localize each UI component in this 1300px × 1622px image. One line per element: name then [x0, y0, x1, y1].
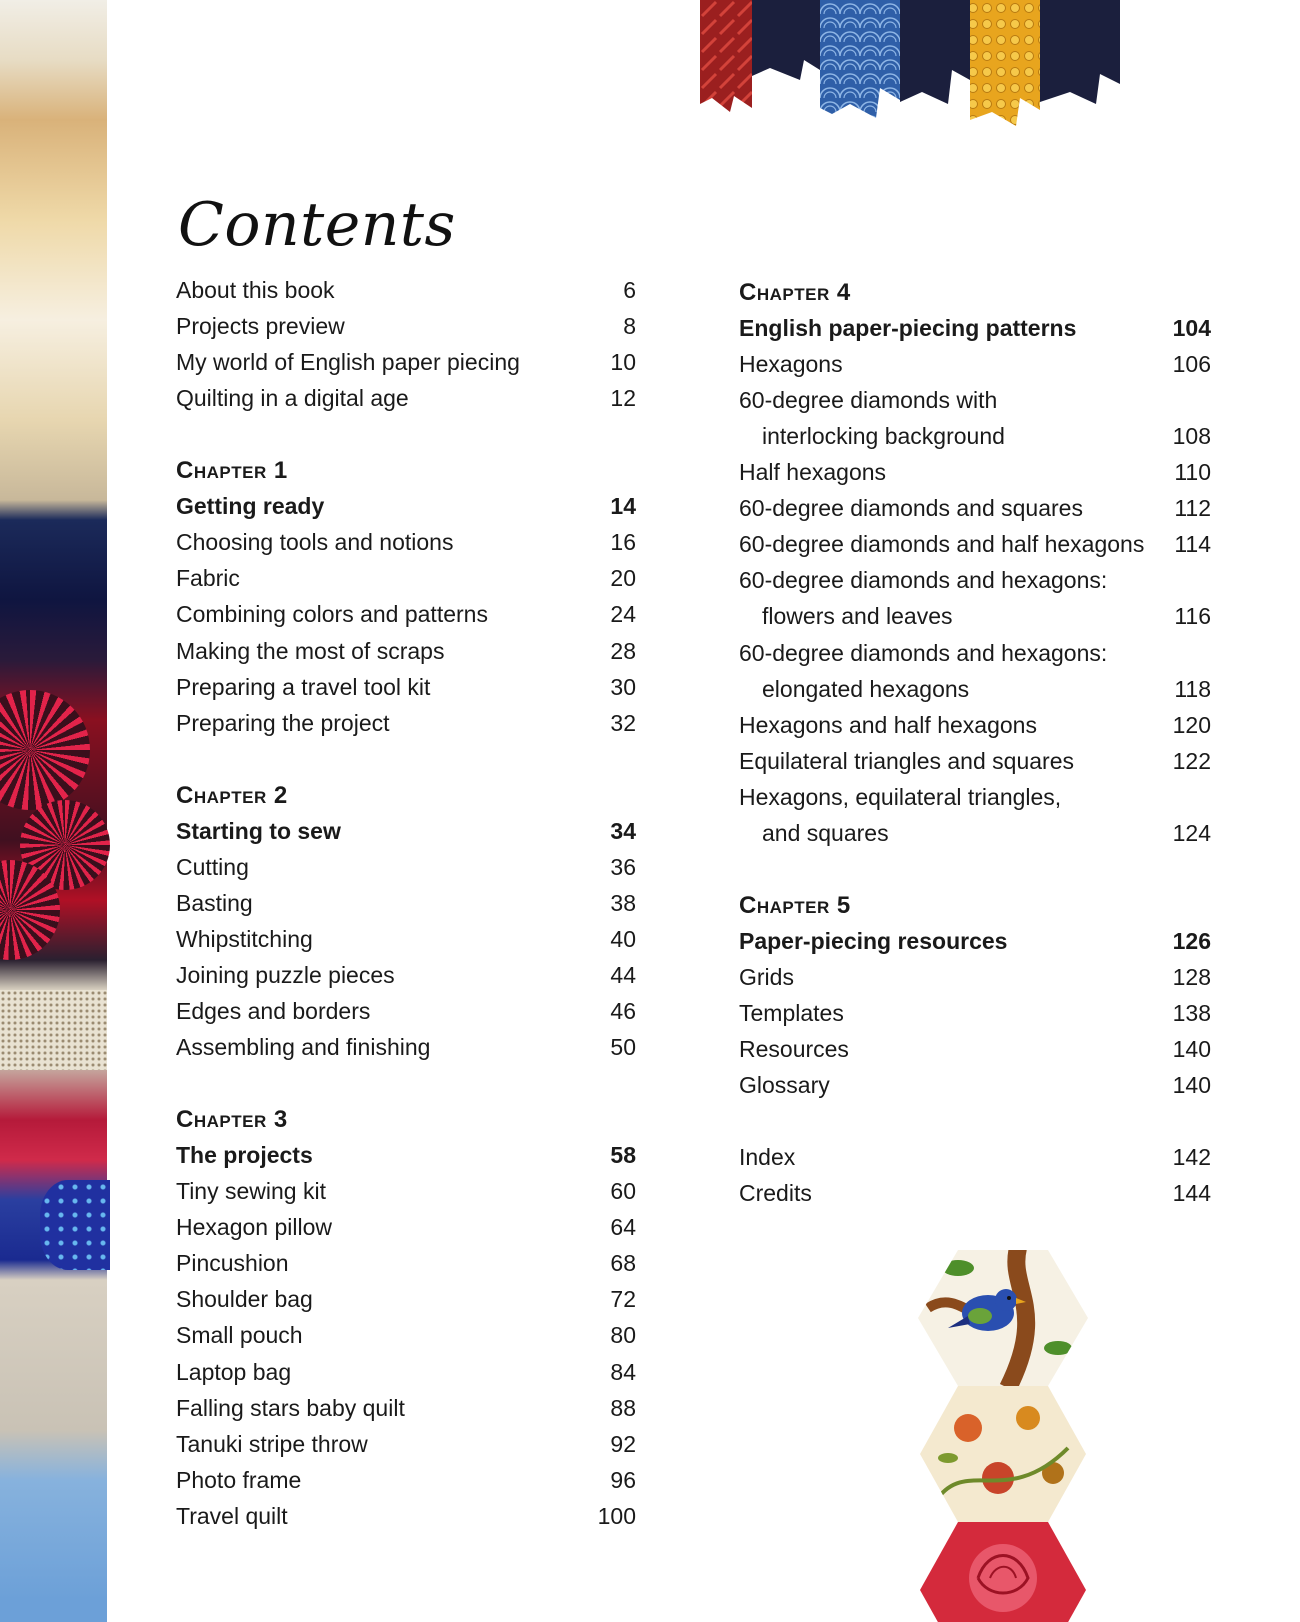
page-number: 58: [610, 1142, 636, 1169]
entry-title: Whipstitching: [176, 925, 313, 952]
page-number: 36: [610, 853, 636, 880]
contents-right-column: [739, 274, 1211, 1254]
chapter-number: Chapter 3: [176, 1106, 288, 1134]
entry-title: Half hexagons: [739, 459, 887, 486]
toc-entry: [176, 308, 636, 345]
floral-print-hexagon: [918, 1384, 1088, 1524]
chapter-heading: [739, 923, 1211, 960]
toc-entry: [739, 526, 1211, 563]
toc-entry: [739, 1175, 1211, 1212]
entry-title: flowers and leaves: [762, 603, 953, 630]
page-number: 110: [1174, 459, 1211, 486]
entry-title: Hexagon pillow: [176, 1214, 332, 1241]
page-number: 120: [1172, 711, 1211, 738]
navy-ribbon: [752, 0, 820, 80]
page-title: Contents: [178, 190, 456, 261]
entry-title: Quilting in a digital age: [176, 385, 409, 412]
toc-entry: [176, 921, 636, 958]
entry-title: Falling stars baby quilt: [176, 1394, 405, 1421]
entry-title: Templates: [739, 1000, 844, 1026]
page-number: 128: [1172, 963, 1211, 990]
toc-entry: [176, 1390, 636, 1427]
blue-wave-ribbon: [820, 0, 900, 118]
red-ribbon: [700, 0, 752, 112]
entry-title: Getting ready: [176, 493, 325, 520]
toc-entry: [176, 1354, 636, 1391]
toc-entry: [176, 633, 636, 670]
entry-title: Travel quilt: [176, 1502, 288, 1529]
page-number: 16: [610, 529, 636, 556]
navy-ribbon: [1040, 0, 1120, 104]
chapter-heading: [739, 310, 1211, 347]
chapter-heading: [176, 813, 636, 850]
entry-title: Index: [739, 1144, 796, 1171]
entry-title: The projects: [176, 1142, 313, 1169]
toc-entry: [176, 1245, 636, 1282]
page-number: 114: [1174, 531, 1211, 558]
entry-title: Edges and borders: [176, 998, 371, 1024]
toc-entry: [739, 598, 1211, 635]
entry-title: Basting: [176, 889, 253, 916]
toc-entry: [176, 705, 636, 742]
entry-title: Preparing a travel tool kit: [176, 673, 431, 700]
toc-entry: [739, 562, 1211, 599]
entry-title: Fabric: [176, 565, 240, 592]
toc-entry: [176, 957, 636, 994]
blue-dotted-fabric: [40, 1180, 110, 1270]
chapter-label: [739, 887, 1211, 924]
page-number: 112: [1174, 495, 1211, 522]
chapter-label: [176, 1101, 636, 1138]
bird-print-hexagon: [918, 1248, 1088, 1388]
page-number: 64: [610, 1214, 636, 1241]
chapter-heading: [176, 1137, 636, 1174]
toc-entry: [739, 1067, 1211, 1104]
chapter-label: [176, 777, 636, 814]
entry-title: Glossary: [739, 1072, 830, 1099]
page-number: 30: [610, 673, 636, 700]
toc-entry: [739, 382, 1211, 419]
page-number: 40: [610, 925, 636, 952]
page-number: 144: [1172, 1180, 1211, 1207]
toc-entry: [176, 1173, 636, 1210]
page-number: 96: [610, 1466, 636, 1493]
toc-entry: [176, 849, 636, 886]
red-flower-print: [0, 690, 90, 810]
toc-entry: [176, 560, 636, 597]
page-number: 84: [610, 1358, 636, 1385]
entry-title: Cutting: [176, 853, 249, 880]
toc-entry: [176, 669, 636, 706]
contents-left-column: [176, 272, 636, 1572]
toc-entry: [739, 635, 1211, 672]
toc-entry: [176, 1426, 636, 1463]
page-number: 72: [610, 1286, 636, 1313]
page-number: 34: [610, 817, 636, 844]
chapter-number: Chapter 4: [739, 279, 851, 306]
page-number: 6: [623, 277, 636, 303]
entry-title: Assembling and finishing: [176, 1034, 431, 1061]
entry-title: Preparing the project: [176, 709, 390, 736]
toc-entry: [176, 1029, 636, 1066]
page-number: 140: [1172, 1036, 1211, 1063]
entry-title: Hexagons and half hexagons: [739, 711, 1037, 738]
entry-title: Equilateral triangles and squares: [739, 747, 1074, 774]
toc-entry: [176, 993, 636, 1030]
toc-entry: [739, 959, 1211, 996]
page-number: 20: [610, 565, 636, 592]
toc-entry: [176, 1498, 636, 1535]
entry-title: My world of English paper piecing: [176, 349, 520, 376]
toc-entry: [739, 743, 1211, 780]
toc-entry: [176, 1209, 636, 1246]
page-number: 140: [1172, 1072, 1211, 1099]
entry-title: Grids: [739, 963, 794, 990]
entry-title: interlocking background: [762, 423, 1005, 450]
entry-title: 60-degree diamonds and squares: [739, 495, 1083, 522]
toc-entry: [739, 346, 1211, 383]
toc-entry: [739, 995, 1211, 1032]
rose-print-hexagon: [918, 1520, 1088, 1622]
entry-title: Tiny sewing kit: [176, 1178, 326, 1205]
page-number: 142: [1172, 1144, 1211, 1171]
page-number: 124: [1172, 819, 1211, 846]
page-number: 12: [610, 385, 636, 412]
fabric-photo-strip: [0, 0, 107, 1622]
toc-entry: [739, 779, 1211, 816]
chapter-number: Chapter 5: [739, 891, 851, 919]
page-number: 46: [610, 998, 636, 1024]
toc-entry: [176, 272, 636, 309]
page-number: 126: [1172, 927, 1211, 954]
entry-title: Resources: [739, 1036, 849, 1063]
page-number: 106: [1172, 351, 1211, 378]
toc-entry: [176, 1317, 636, 1354]
toc-entry: [176, 1281, 636, 1318]
toc-entry: [739, 707, 1211, 744]
navy-ribbon: [900, 0, 970, 104]
entry-title: 60-degree diamonds and hexagons:: [739, 567, 1108, 594]
entry-title: 60-degree diamonds and half hexagons: [739, 531, 1145, 558]
toc-entry: [739, 1031, 1211, 1068]
page-number: 80: [610, 1322, 636, 1349]
entry-title: Hexagons, equilateral triangles,: [739, 783, 1062, 810]
toc-entry: [739, 815, 1211, 852]
entry-title: elongated hexagons: [762, 675, 970, 702]
page-number: 44: [610, 961, 636, 988]
entry-title: Tanuki stripe throw: [176, 1430, 368, 1457]
page-number: 92: [610, 1430, 636, 1457]
chapter-number: Chapter 1: [176, 457, 288, 485]
page-number: 24: [610, 601, 636, 628]
page-number: 28: [610, 637, 636, 664]
page-number: 38: [610, 889, 636, 916]
entry-title: Making the most of scraps: [176, 637, 445, 664]
entry-title: and squares: [762, 819, 889, 846]
toc-entry: [176, 344, 636, 381]
chapter-heading: [176, 488, 636, 525]
entry-title: Shoulder bag: [176, 1286, 313, 1313]
entry-title: Laptop bag: [176, 1358, 292, 1385]
toc-entry: [739, 1139, 1211, 1176]
chapter-number: Chapter 2: [176, 781, 288, 809]
page-number: 108: [1172, 423, 1211, 450]
hexagon-fabric-stack: [918, 1248, 1088, 1622]
page-number: 100: [597, 1502, 636, 1529]
page-number: 8: [623, 313, 636, 340]
entry-title: Choosing tools and notions: [176, 529, 454, 556]
chapter-label: [176, 452, 636, 489]
page-number: 50: [610, 1034, 636, 1061]
entry-title: Paper-piecing resources: [739, 927, 1008, 954]
page-number: 60: [610, 1178, 636, 1205]
entry-title: 60-degree diamonds with: [739, 387, 998, 414]
entry-title: Hexagons: [739, 351, 843, 378]
gold-ribbon: [970, 0, 1040, 126]
fabric-ribbons-decoration: [700, 0, 1150, 128]
page-number: 68: [610, 1250, 636, 1277]
entry-title: Starting to sew: [176, 817, 341, 844]
page-number: 10: [610, 349, 636, 376]
chapter-label: [739, 274, 1211, 311]
toc-entry: [739, 490, 1211, 527]
toc-entry: [176, 524, 636, 561]
entry-title: Combining colors and patterns: [176, 601, 488, 628]
entry-title: Pincushion: [176, 1250, 289, 1277]
entry-title: Projects preview: [176, 313, 345, 340]
toc-entry: [176, 885, 636, 922]
page-number: 104: [1172, 315, 1211, 342]
page-number: 14: [610, 493, 636, 520]
toc-entry: [739, 671, 1211, 708]
entry-title: About this book: [176, 277, 335, 303]
entry-title: Photo frame: [176, 1466, 302, 1493]
page-number: 32: [610, 709, 636, 736]
entry-title: Small pouch: [176, 1322, 303, 1349]
entry-title: English paper-piecing patterns: [739, 315, 1077, 342]
page-number: 88: [610, 1394, 636, 1421]
speckled-fabric: [0, 990, 107, 1070]
page-number: 118: [1174, 675, 1211, 702]
page-number: 122: [1172, 747, 1211, 774]
page-number: 116: [1174, 603, 1211, 630]
toc-entry: [739, 418, 1211, 455]
entry-title: 60-degree diamonds and hexagons:: [739, 639, 1108, 666]
toc-entry: [739, 454, 1211, 491]
toc-entry: [176, 596, 636, 633]
entry-title: Credits: [739, 1180, 812, 1207]
toc-entry: [176, 1462, 636, 1499]
page-number: 138: [1172, 1000, 1211, 1026]
entry-title: Joining puzzle pieces: [176, 961, 395, 988]
toc-entry: [176, 380, 636, 417]
